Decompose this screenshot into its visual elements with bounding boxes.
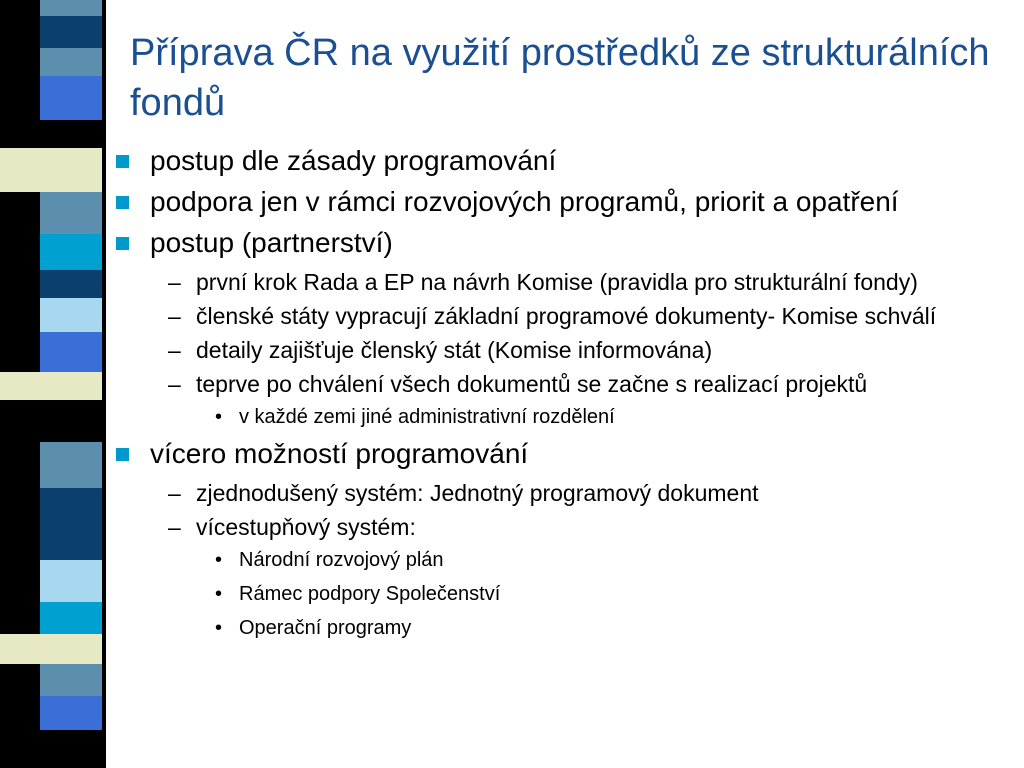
- stripe-band: [0, 488, 40, 510]
- stripe-band: [0, 270, 40, 298]
- bullet-text: Národní rozvojový plán: [239, 549, 444, 571]
- stripe-band: [40, 400, 94, 442]
- slide-title: Příprava ČR na využití prostředků ze strukturálních fondů: [130, 32, 990, 124]
- stripe-band: [94, 730, 102, 768]
- stripe-band: [40, 664, 94, 696]
- dash-bullet-icon: –: [168, 480, 181, 506]
- sub-bullet-item: [112, 480, 1017, 506]
- stripe-band: [40, 48, 94, 76]
- stripe-band: [0, 602, 40, 634]
- stripe-band: [0, 48, 40, 76]
- stripe-band: [94, 560, 102, 602]
- stripe-band: [94, 332, 102, 372]
- stripe-band: [40, 270, 94, 298]
- stripe-band: [40, 602, 94, 634]
- stripe-band: [40, 696, 94, 730]
- dot-bullet-icon: •: [215, 549, 223, 571]
- bullet-text: postup (partnerství): [150, 227, 393, 258]
- stripe-band: [94, 0, 102, 16]
- dot-bullet-icon: •: [215, 583, 223, 605]
- square-bullet-icon: [116, 196, 129, 209]
- sub-bullet-item: [112, 269, 1017, 295]
- stripe-band: [94, 270, 102, 298]
- square-bullet-icon: [116, 237, 129, 250]
- stripe-band: [0, 0, 40, 16]
- sub-bullet-item: [112, 303, 1017, 329]
- stripe-band: [40, 634, 94, 664]
- stripe-band: [40, 234, 94, 270]
- sub-bullet-item: [112, 514, 1017, 540]
- bullet-item-podpora: [112, 187, 1017, 217]
- bullet-text: první krok Rada a EP na návrh Komise (pravidla pro strukturální fondy): [196, 269, 918, 295]
- stripe-band: [0, 696, 40, 730]
- stripe-band: [94, 234, 102, 270]
- stripe-band: [102, 0, 106, 768]
- stripe-band: [0, 442, 40, 488]
- square-bullet-icon: [116, 155, 129, 168]
- stripe-band: [40, 16, 94, 48]
- stripe-band: [0, 560, 40, 602]
- stripe-band: [0, 372, 40, 400]
- dash-bullet-icon: –: [168, 514, 181, 540]
- bullet-text: zjednodušený systém: Jednotný programový dokument: [196, 480, 759, 506]
- sub-bullet-item: [112, 371, 1017, 397]
- stripe-band: [0, 510, 40, 560]
- stripe-band: [94, 488, 102, 510]
- stripe-band: [0, 192, 40, 234]
- stripe-band: [0, 664, 40, 696]
- stripe-band: [40, 488, 94, 510]
- bullet-text: teprve po chválení všech dokumentů se začne s realizací projektů: [196, 371, 868, 397]
- stripe-band: [40, 76, 94, 120]
- sub-sub-bullet-item: [112, 616, 1017, 640]
- bullet-item-vicero-moznosti: [112, 439, 1017, 469]
- stripe-band: [94, 192, 102, 234]
- stripe-band: [0, 400, 40, 442]
- bullet-text: detaily zajišťuje členský stát (Komise informována): [196, 337, 713, 363]
- stripe-band: [94, 634, 102, 664]
- dash-bullet-icon: –: [168, 371, 181, 397]
- bullet-text: vícestupňový systém:: [196, 514, 416, 540]
- stripe-band: [94, 120, 102, 148]
- stripe-band: [0, 120, 40, 148]
- stripe-band: [40, 560, 94, 602]
- bullet-text: podpora jen v rámci rozvojových programů, priorit a opatření: [150, 186, 899, 217]
- stripe-band: [40, 332, 94, 372]
- bullet-text: Rámec podpory Společenství: [239, 583, 501, 605]
- stripe-band: [94, 76, 102, 120]
- stripe-band: [94, 442, 102, 488]
- sub-sub-bullet-item: [112, 548, 1017, 572]
- stripe-band: [0, 298, 40, 332]
- stripe-band: [0, 234, 40, 270]
- stripe-band: [0, 76, 40, 120]
- bullet-text: v každé zemi jiné administrativní rozdělení: [239, 406, 615, 428]
- stripe-band: [40, 0, 94, 16]
- dash-bullet-icon: –: [168, 337, 181, 363]
- dot-bullet-icon: •: [215, 406, 223, 428]
- stripe-band: [40, 148, 94, 192]
- stripe-band: [94, 602, 102, 634]
- stripe-band: [94, 48, 102, 76]
- stripe-band: [40, 192, 94, 234]
- sub-sub-bullet-item: [112, 405, 1017, 429]
- stripe-band: [0, 332, 40, 372]
- stripe-band: [94, 664, 102, 696]
- sub-sub-bullet-item: [112, 582, 1017, 606]
- stripe-band: [0, 730, 40, 768]
- dot-bullet-icon: •: [215, 617, 223, 639]
- stripe-band: [40, 730, 94, 768]
- bullet-text: Operační programy: [239, 617, 412, 639]
- dash-bullet-icon: –: [168, 269, 181, 295]
- stripe-band: [94, 372, 102, 400]
- stripe-band: [94, 696, 102, 730]
- stripe-band: [94, 148, 102, 192]
- bullet-text: členské státy vypracují základní programové dokumenty- Komise schválí: [196, 303, 937, 329]
- square-bullet-icon: [116, 448, 129, 461]
- stripe-band: [40, 442, 94, 488]
- stripe-band: [40, 372, 94, 400]
- stripe-band: [0, 634, 40, 664]
- stripe-band: [0, 16, 40, 48]
- sub-bullet-item: [112, 337, 1017, 363]
- bullet-text: vícero možností programování: [150, 438, 529, 469]
- decorative-stripe-bar: [0, 0, 120, 768]
- stripe-band: [94, 298, 102, 332]
- stripe-band: [0, 148, 40, 192]
- bullet-list: [112, 146, 1017, 650]
- stripe-band: [40, 510, 94, 560]
- bullet-item-postup-dle-zasady: [112, 146, 1017, 176]
- stripe-band: [40, 120, 94, 148]
- stripe-band: [40, 298, 94, 332]
- stripe-band: [94, 400, 102, 442]
- stripe-band: [94, 510, 102, 560]
- bullet-item-partnerstvi: [112, 228, 1017, 258]
- stripe-band: [94, 16, 102, 48]
- bullet-text: postup dle zásady programování: [150, 145, 557, 176]
- dash-bullet-icon: –: [168, 303, 181, 329]
